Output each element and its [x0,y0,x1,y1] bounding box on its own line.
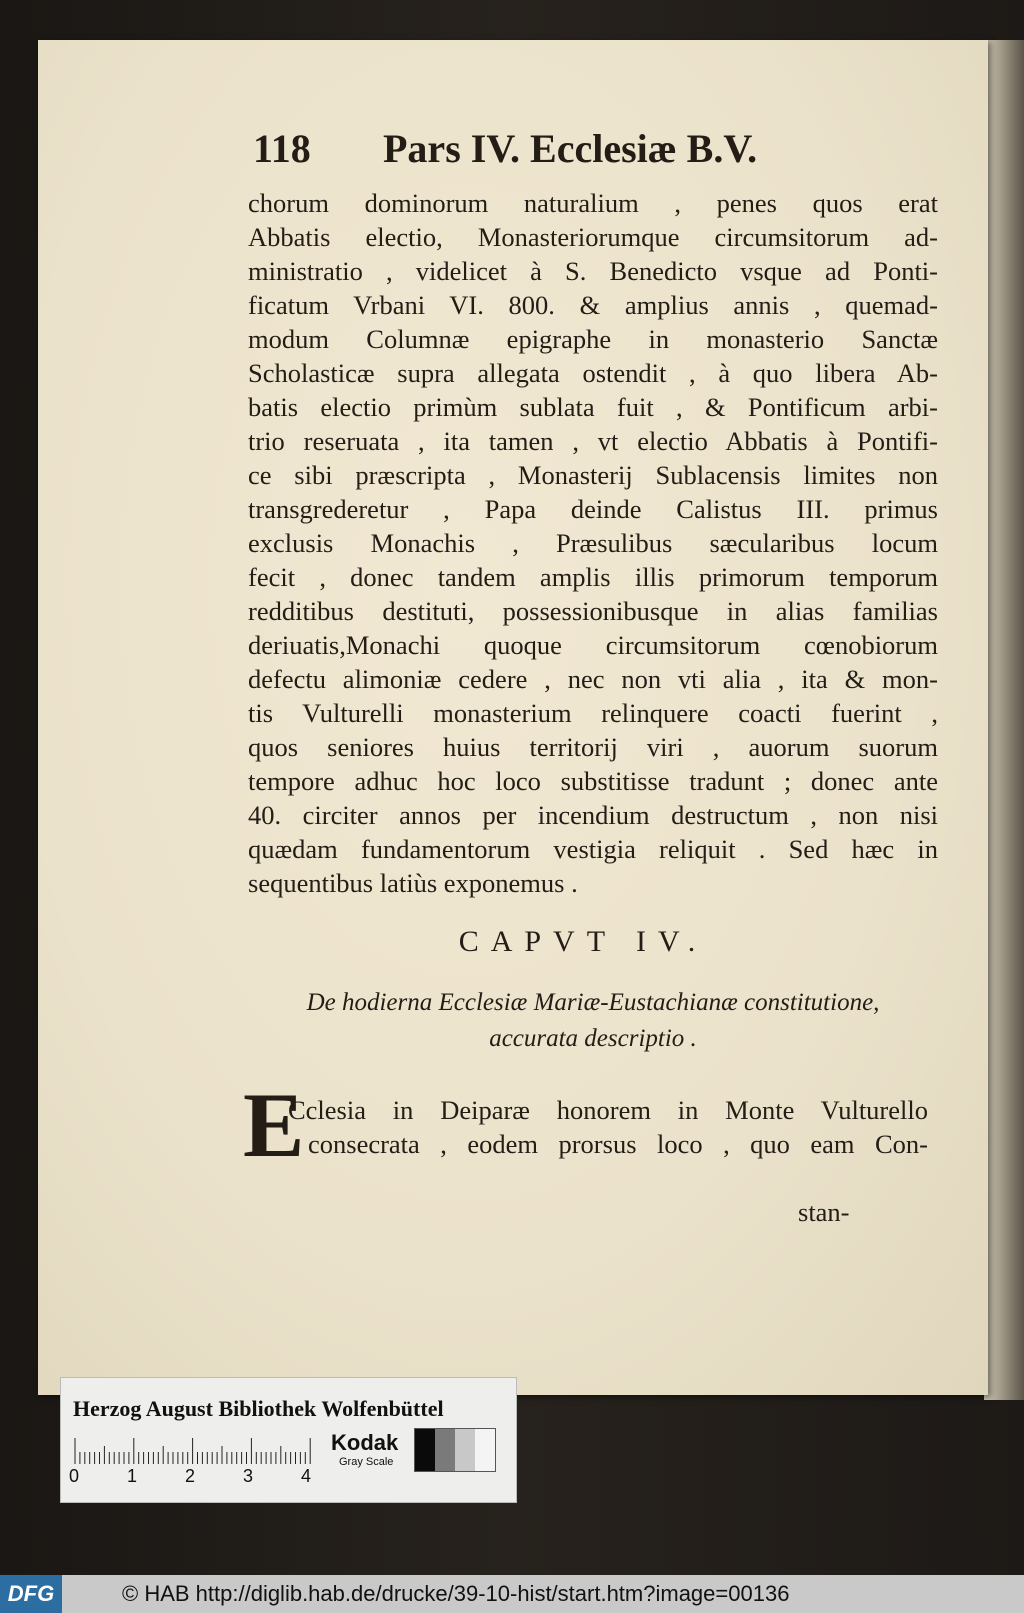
ruler-number: 3 [243,1466,254,1486]
body-line: tempore adhuc hoc loco substitisse tradunt ; donec ante [248,766,938,796]
paragraph-line: Cclesia in Deiparæ honorem in Monte Vulturello [288,1095,928,1125]
body-line: 40. circiter annos per incendium destructum , non nisi [248,800,938,830]
body-line: deriuatis,Monachi quoque circumsitorum cœnobiorum [248,630,938,660]
credit-link[interactable]: © HAB http://diglib.hab.de/drucke/39-10-hist/start.htm?image=00136 [122,1581,790,1606]
body-line: sequentibus latiùs exponemus . [248,868,578,898]
gray-scale-caption: Gray Scale [339,1456,394,1468]
page-header [253,125,813,185]
body-line: exclusis Monachis , Præsulibus sæcularibus locum [248,528,938,558]
ruler-number: 2 [185,1466,196,1486]
body-line: modum Columnæ epigraphe in monasterio Sanctæ [248,324,938,354]
body-line: batis electio primùm sublata fuit , & Pontificum arbi- [248,392,938,422]
chapter-subtitle [248,985,938,1057]
body-line: ministratio , videlicet à S. Benedicto vsque ad Ponti- [248,256,938,286]
subtitle-line: De hodierna Ecclesiæ Mariæ-Eustachianæ constitutione, [306,989,880,1016]
catchword: stan- [798,1197,850,1227]
body-line: quædam fundamentorum vestigia reliquit . Sed hæc in [248,834,938,864]
gray-swatch [455,1429,475,1471]
body-line: chorum dominorum naturalium , penes quos erat [248,188,938,218]
body-line: ce sibi præscripta , Monasterij Sublacensis limites non [248,460,938,490]
body-line: quos seniores huius territorij viri , auorum suorum [248,732,938,762]
gray-scale-swatches [414,1428,496,1472]
paragraph-line: consecrata , eodem prorsus loco , quo eam Con- [308,1129,928,1159]
body-line: tis Vulturelli monasterium relinquere coacti fuerint , [248,698,938,728]
drop-cap-initial: E [243,1074,305,1176]
chapter-heading: CAPVT IV. [458,925,708,958]
institution-name: Herzog August Bibliothek Wolfenbüttel [73,1396,444,1421]
dfg-logo: DFG [0,1575,62,1613]
body-line: transgrederetur , Papa deinde Calistus III. primus [248,494,938,524]
chapter-paragraph [288,1093,928,1161]
body-line: redditibus destituti, possessionibusque in alias familias [248,596,938,626]
ruler-number: 0 [69,1466,80,1486]
body-line: trio reseruata , ita tamen , vt electio Abbatis à Pontifi- [248,426,938,456]
body-text [248,186,938,900]
body-line: fecit , donec tandem amplis illis primorum temporum [248,562,938,592]
page-edge [984,40,1024,1400]
body-line: defectu alimoniæ cedere , nec non vti alia , ita & mon- [248,664,938,694]
ruler-number: 1 [127,1466,138,1486]
gray-swatch [475,1429,495,1471]
kodak-logo: Kodak [331,1430,399,1455]
body-line: Abbatis electio, Monasteriorumque circumsitorum ad- [248,222,938,252]
page-number: 118 [253,126,311,171]
subtitle-line: accurata descriptio . [489,1025,697,1052]
gray-swatch [415,1429,435,1471]
running-title: Pars IV. Ecclesiæ B.V. [383,126,758,171]
ruler-scale [73,1436,313,1464]
gray-swatch [435,1429,455,1471]
ruler-number: 4 [301,1466,312,1486]
body-line: ficatum Vrbani VI. 800. & amplius annis , quemad- [248,290,938,320]
body-line: Scholasticæ supra allegata ostendit , à quo libera Ab- [248,358,938,388]
footer-bar [0,1575,1024,1613]
color-calibration-label [60,1377,517,1503]
book-page [38,40,988,1395]
